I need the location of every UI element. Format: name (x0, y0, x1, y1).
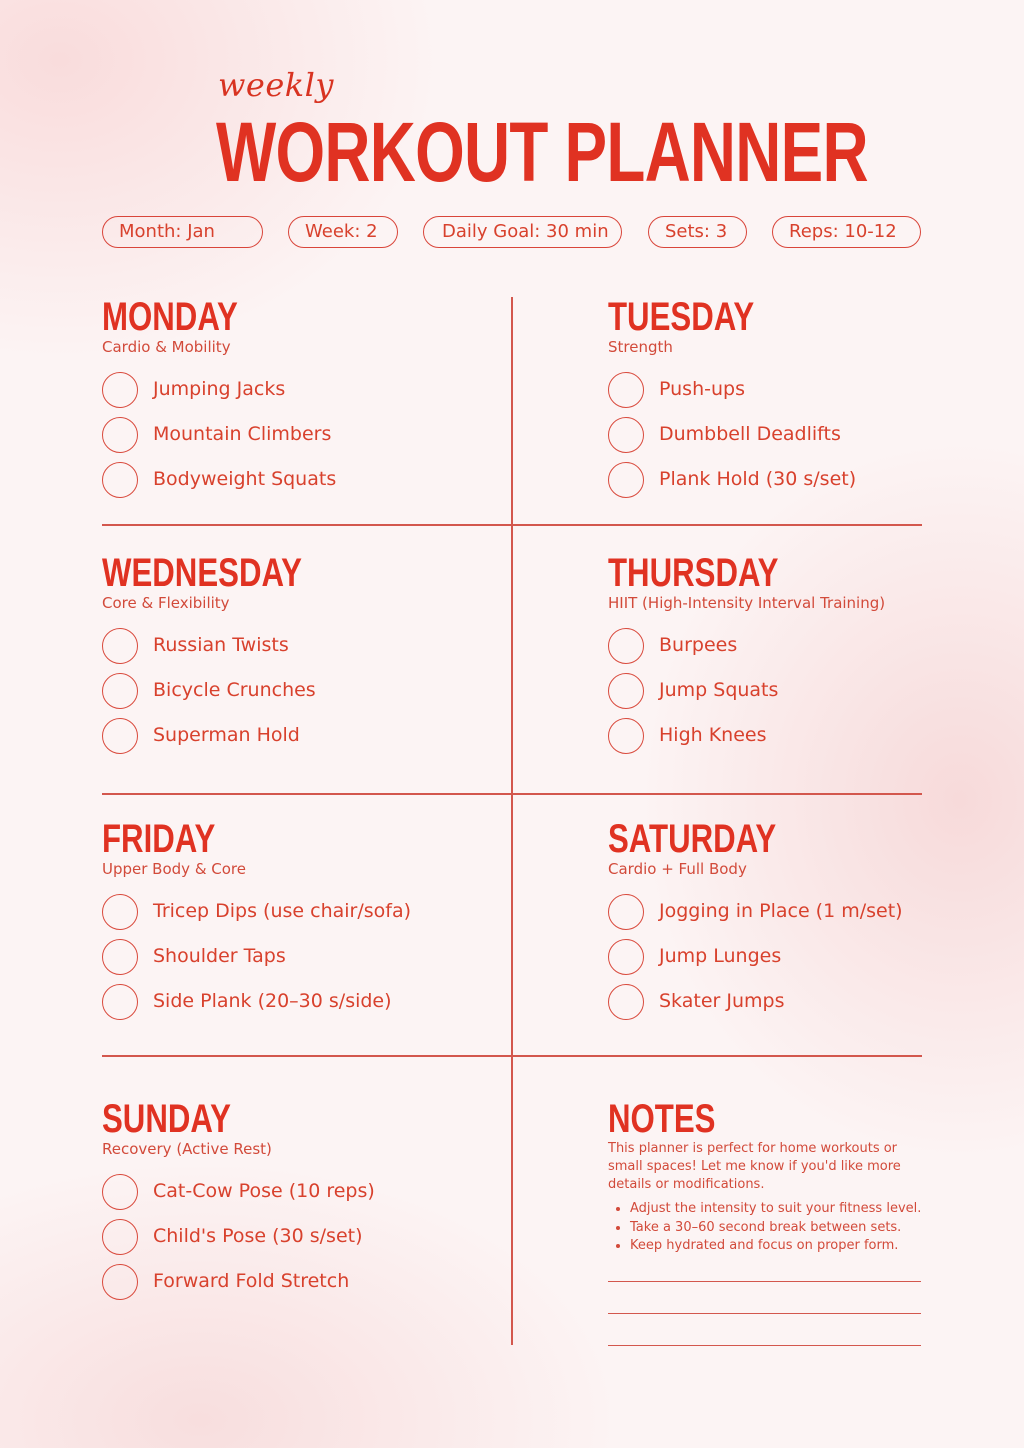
day-title: FRIDAY (102, 817, 216, 861)
exercise-label: Tricep Dips (use chair/sofa) (153, 900, 412, 922)
checkbox-circle[interactable] (102, 628, 138, 664)
sets-pill: Sets: 3 (648, 216, 747, 248)
day-focus: Cardio + Full Body (608, 860, 747, 878)
daily-goal-pill: Daily Goal: 30 min (423, 216, 622, 248)
notes-writing-line[interactable] (608, 1345, 921, 1346)
exercise-label: Jump Lunges (659, 945, 782, 967)
row-divider-3 (102, 1055, 922, 1057)
day-focus: Cardio & Mobility (102, 338, 231, 356)
day-section-thursday (608, 553, 885, 612)
exercise-label: Child's Pose (30 s/set) (153, 1225, 363, 1247)
checkbox-circle[interactable] (102, 718, 138, 754)
exercise-label: Plank Hold (30 s/set) (659, 468, 857, 490)
exercise-label: Side Plank (20–30 s/side) (153, 990, 392, 1012)
notes-text: This planner is perfect for home workouts or small spaces! Let me know if you'd like more details or modifications. (608, 1141, 901, 1192)
row-divider-1 (102, 524, 922, 526)
exercise-label: Dumbbell Deadlifts (659, 423, 841, 445)
notes-bullet: • Take a 30–60 second break between sets. (630, 1219, 921, 1238)
day-title: SATURDAY (608, 817, 777, 861)
notes-section (608, 1099, 921, 1256)
exercise-label: Push-ups (659, 378, 745, 400)
checkbox-circle[interactable] (608, 372, 644, 408)
checkbox-circle[interactable] (608, 984, 644, 1020)
exercise-label: Russian Twists (153, 634, 289, 656)
checkbox-circle[interactable] (102, 462, 138, 498)
day-title: MONDAY (102, 295, 238, 339)
checkbox-circle[interactable] (608, 673, 644, 709)
center-divider (511, 297, 513, 1345)
exercise-label: Forward Fold Stretch (153, 1270, 350, 1292)
day-section-saturday (608, 819, 824, 878)
day-section-friday (102, 819, 247, 878)
exercise-label: Skater Jumps (659, 990, 785, 1012)
checkbox-circle[interactable] (102, 1264, 138, 1300)
notes-bullet-list (608, 1200, 921, 1256)
exercise-label: Cat-Cow Pose (10 reps) (153, 1180, 375, 1202)
exercise-label: Jumping Jacks (153, 378, 286, 400)
checkbox-circle[interactable] (102, 939, 138, 975)
exercise-label: Mountain Climbers (153, 423, 332, 445)
notes-title: NOTES (608, 1097, 716, 1141)
checkbox-circle[interactable] (608, 894, 644, 930)
exercise-label: High Knees (659, 724, 767, 746)
checkbox-circle[interactable] (102, 673, 138, 709)
exercise-label: Burpees (659, 634, 738, 656)
day-title: WEDNESDAY (102, 551, 302, 595)
exercise-label: Jump Squats (659, 679, 779, 701)
checkbox-circle[interactable] (102, 372, 138, 408)
day-section-tuesday (608, 297, 795, 356)
day-title: SUNDAY (102, 1097, 231, 1141)
day-section-sunday (102, 1099, 272, 1158)
exercise-label: Jogging in Place (1 m/set) (659, 900, 903, 922)
checkbox-circle[interactable] (608, 628, 644, 664)
exercise-label: Superman Hold (153, 724, 300, 746)
notes-bullet: • Keep hydrated and focus on proper form. (630, 1237, 921, 1256)
notes-writing-line[interactable] (608, 1313, 921, 1314)
checkbox-circle[interactable] (102, 417, 138, 453)
notes-bullet: • Adjust the intensity to suit your fitness level. (630, 1200, 921, 1219)
day-focus: Core & Flexibility (102, 594, 230, 612)
day-section-monday (102, 297, 276, 356)
row-divider-2 (102, 793, 922, 795)
checkbox-circle[interactable] (102, 1174, 138, 1210)
exercise-label: Bicycle Crunches (153, 679, 316, 701)
day-focus: Strength (608, 338, 673, 356)
checkbox-circle[interactable] (102, 1219, 138, 1255)
checkbox-circle[interactable] (608, 462, 644, 498)
notes-writing-line[interactable] (608, 1281, 921, 1282)
reps-pill: Reps: 10-12 (772, 216, 921, 248)
day-focus: Upper Body & Core (102, 860, 247, 878)
checkbox-circle[interactable] (102, 894, 138, 930)
month-pill: Month: Jan (102, 216, 263, 248)
header-eyebrow: weekly (218, 66, 334, 104)
day-title: TUESDAY (608, 295, 755, 339)
day-focus: HIIT (High-Intensity Interval Training) (608, 594, 886, 612)
checkbox-circle[interactable] (102, 984, 138, 1020)
day-title: THURSDAY (608, 551, 779, 595)
week-pill: Week: 2 (288, 216, 398, 248)
checkbox-circle[interactable] (608, 718, 644, 754)
page-title: WORKOUT PLANNER (216, 105, 868, 199)
checkbox-circle[interactable] (608, 417, 644, 453)
exercise-label: Shoulder Taps (153, 945, 286, 967)
exercise-label: Bodyweight Squats (153, 468, 337, 490)
day-section-wednesday (102, 553, 358, 612)
checkbox-circle[interactable] (608, 939, 644, 975)
day-focus: Recovery (Active Rest) (102, 1140, 272, 1158)
